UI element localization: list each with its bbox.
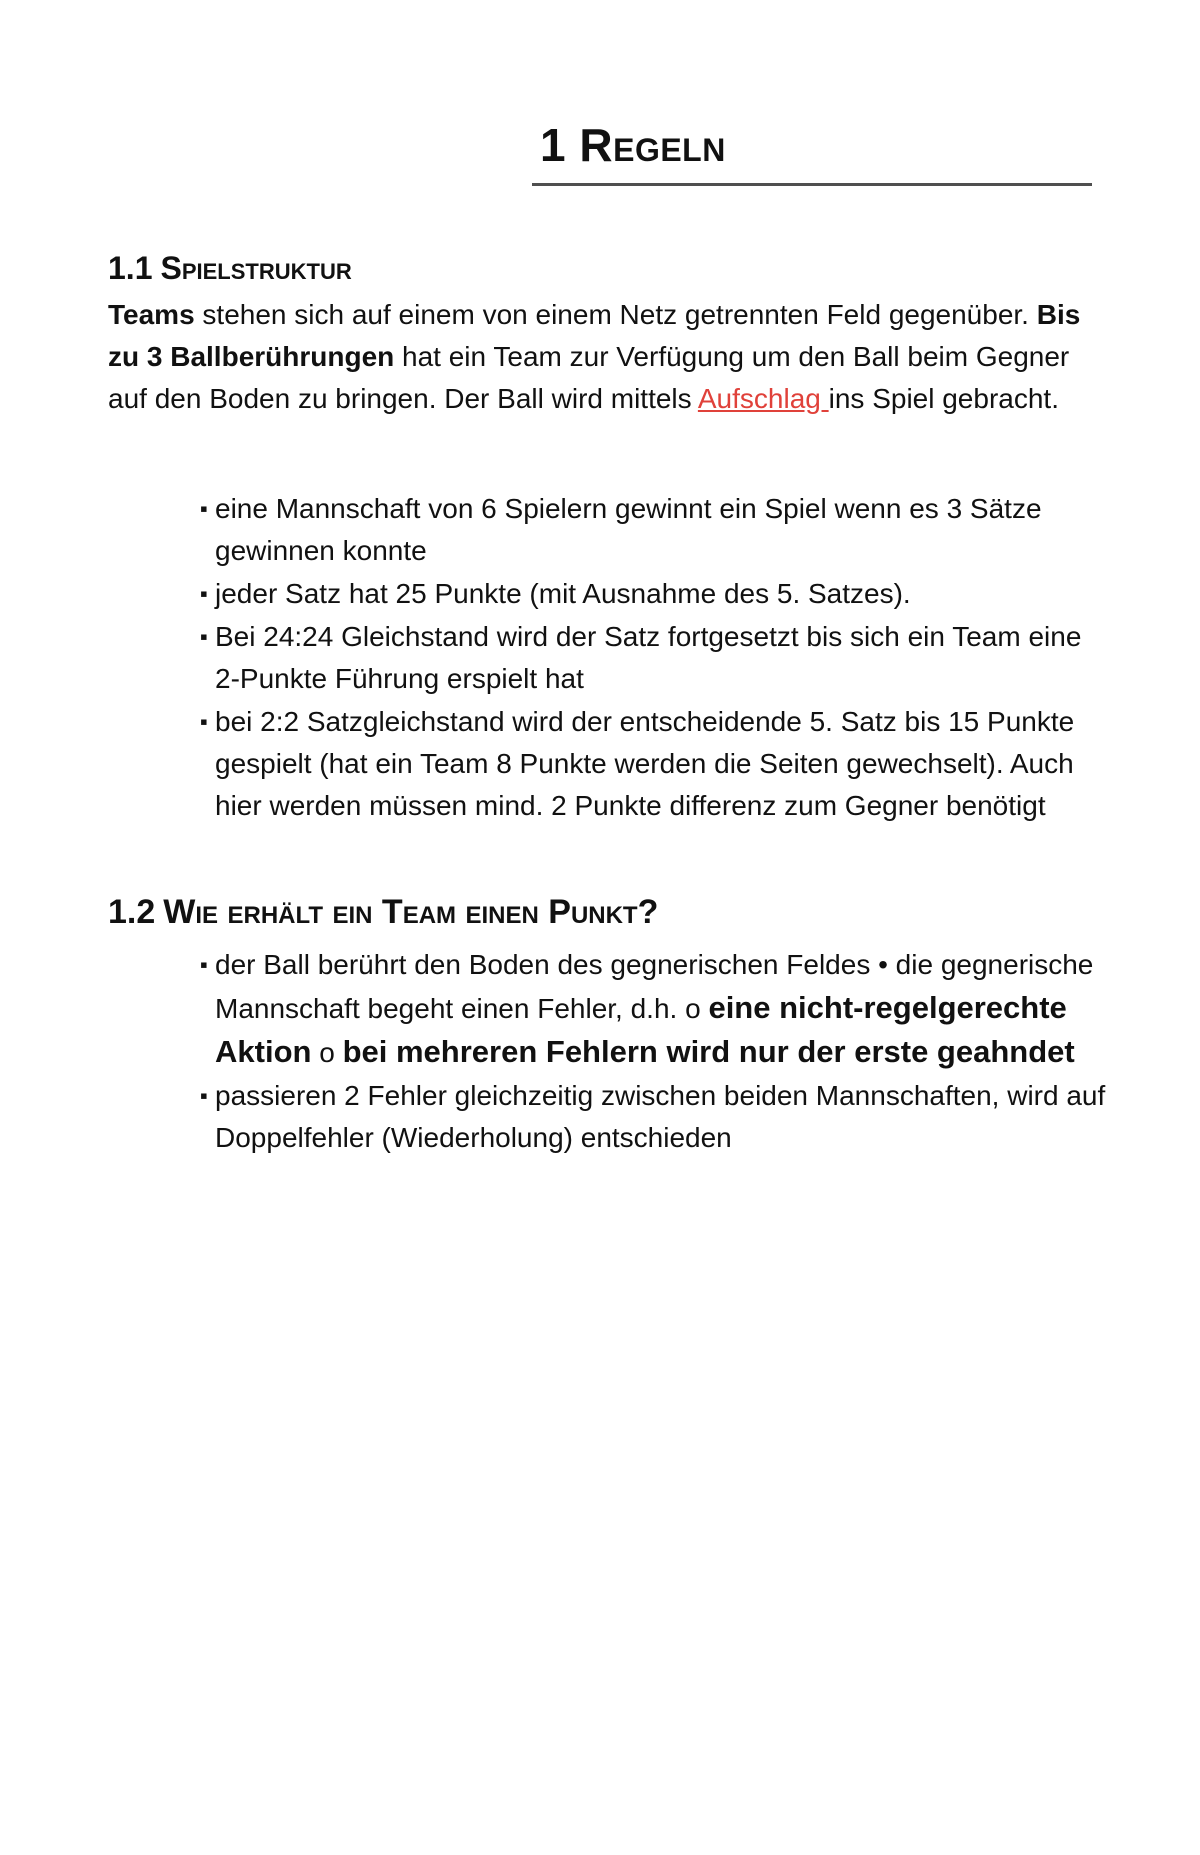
- bullet-marker: ▪: [200, 709, 208, 734]
- section-number: 1.2: [108, 893, 156, 931]
- list-item: [200, 488, 1110, 572]
- aufschlag-link[interactable]: Aufschlag: [697, 383, 829, 414]
- paragraph-text: stehen sich auf einem von einem Netz getrennten Feld gegenüber.: [194, 299, 1037, 330]
- bullet-marker: ▪: [200, 624, 208, 649]
- chapter-title-text: Regeln: [579, 119, 726, 171]
- bold-term-ballberuehrungen: Bis zu 3 Ballberührungen: [108, 299, 1081, 372]
- section-title: Wie erhält ein Team einen Punkt?: [163, 893, 659, 931]
- section-title: Spielstruktur: [160, 250, 352, 286]
- list-item-emphasis: bei mehreren Fehlern wird nur der erste geahndet: [342, 1034, 1075, 1069]
- chapter-number: 1: [540, 119, 567, 171]
- list-item: [200, 701, 1110, 827]
- paragraph-text: ins Spiel gebracht.: [828, 383, 1059, 414]
- chapter-title: [540, 119, 726, 171]
- point-bullet-list: [200, 943, 1110, 1160]
- section-number: 1.1: [108, 250, 153, 286]
- list-item: [200, 943, 1110, 1074]
- list-item-text: eine Mannschaft von 6 Spielern gewinnt ein Spiel wenn es 3 Sätze gewinnen konnte: [215, 493, 1042, 566]
- chapter-underline: [532, 183, 1092, 186]
- section-heading-spielstruktur: [108, 252, 352, 284]
- intro-paragraph: [108, 294, 1088, 420]
- list-item-text: passieren 2 Fehler gleichzeitig zwischen beiden Mannschaften, wird auf Doppelfehler (Wiederholung) entschieden: [215, 1080, 1106, 1153]
- list-item-text: bei 2:2 Satzgleichstand wird der entscheidende 5. Satz bis 15 Punkte gespielt (hat ein Team 8 Punkte werden die Seiten gewechselt). Auch hier werden müssen mind. 2 Punkte differenz zum Gegner benötigt: [215, 706, 1075, 821]
- section-heading-punkt: [108, 895, 658, 929]
- rules-bullet-list: [200, 488, 1110, 828]
- list-item: [200, 573, 1110, 615]
- list-item-text: jeder Satz hat 25 Punkte (mit Ausnahme des 5. Satzes).: [215, 578, 911, 609]
- list-item: [200, 1075, 1110, 1159]
- list-item-emphasis: eine nicht-regelgerechte Aktion: [215, 990, 1067, 1069]
- list-item-text: o: [311, 1037, 343, 1068]
- list-item-text: Bei 24:24 Gleichstand wird der Satz fortgesetzt bis sich ein Team eine 2-Punkte Führung erspielt hat: [215, 621, 1082, 694]
- bullet-marker: ▪: [200, 581, 208, 606]
- paragraph-text: hat ein Team zur Verfügung um den Ball beim Gegner auf den Boden zu bringen. Der Ball wird mittels: [108, 341, 1070, 414]
- bold-term-teams: Teams: [108, 299, 195, 330]
- bullet-marker: ▪: [200, 1083, 208, 1108]
- bullet-marker: ▪: [200, 952, 208, 977]
- list-item: [200, 616, 1110, 700]
- bullet-marker: ▪: [200, 496, 208, 521]
- list-item-text: der Ball berührt den Boden des gegnerischen Feldes • die gegnerische Mannschaft begeht einen Fehler, d.h. o: [215, 949, 1094, 1024]
